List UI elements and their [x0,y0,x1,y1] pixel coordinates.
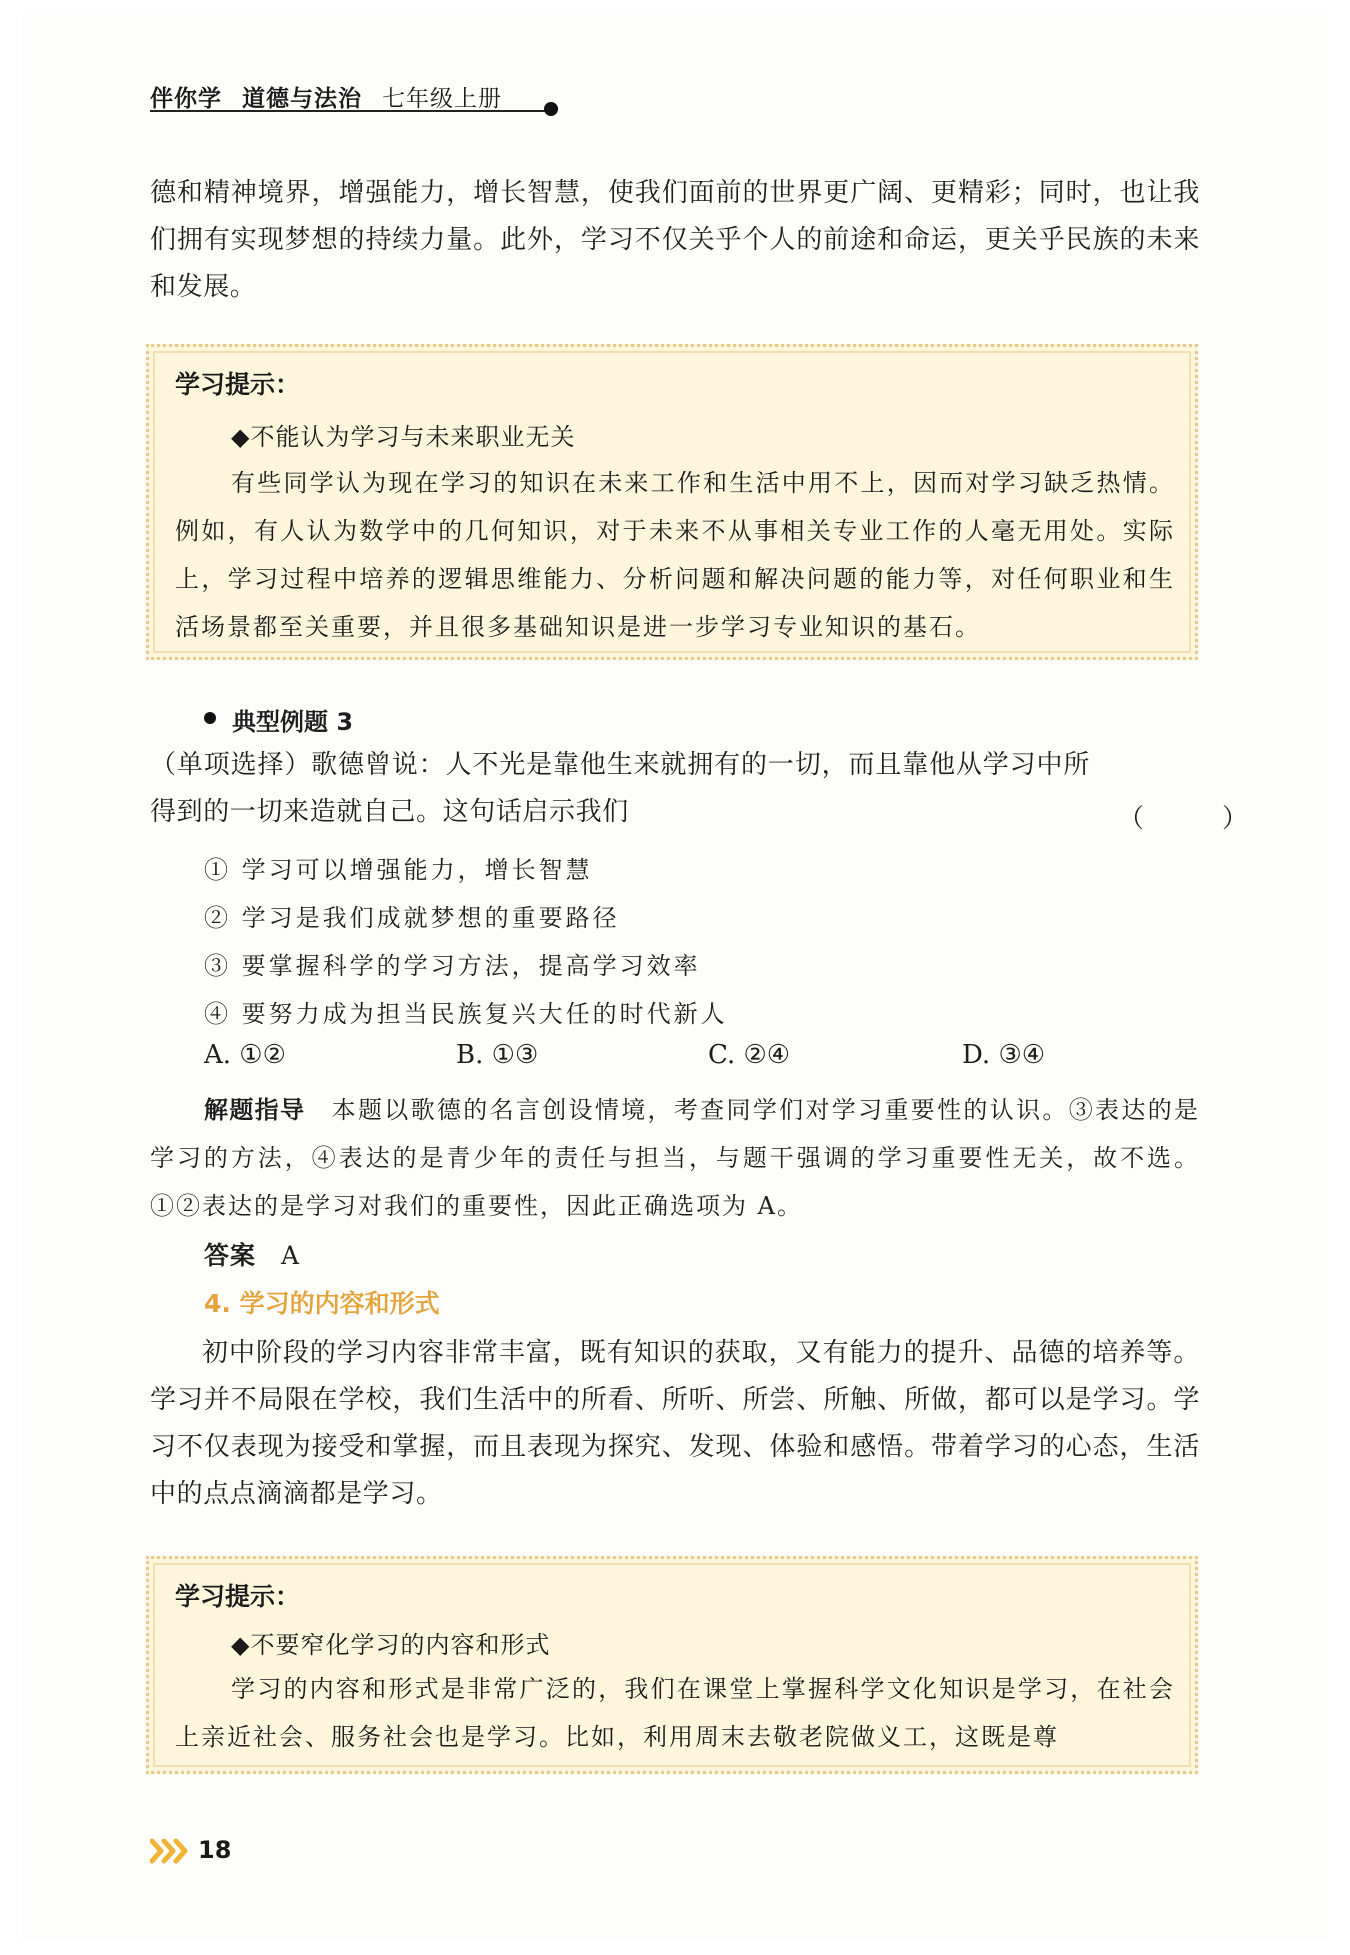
tip-subtitle: ◆不要窄化学习的内容和形式 [231,1631,551,1659]
example-question: （单项选择）歌德曾说：人不光是靠他生来就拥有的一切，而且靠他从学习中所得到的一切来造就自己。这句话启示我们 [150,750,1090,827]
choice-d: D. ③④ [962,1040,1046,1070]
option-3: ③ 要掌握科学的学习方法，提高学习效率 [204,952,701,980]
header-rule [150,110,545,112]
solution-guide [150,1086,1200,1230]
header-dot-icon [544,102,558,116]
answer-value: A [281,1241,300,1270]
section-paragraph: 初中阶段的学习内容非常丰富，既有知识的获取，又有能力的提升、品德的培养等。学习并不局限在学校，我们生活中的所看、所听、所尝、所触、所做，都可以是学习。学习不仅表现为接受和掌握，而且表现为探究、发现、体验和感悟。带着学习的心态，生活中的点点滴滴都是学习。 [150,1338,1200,1509]
tip-box-2 [146,1556,1198,1774]
page-number: 18 [198,1836,232,1864]
header-series: 伴你学 [150,86,222,112]
answer-line [204,1236,299,1272]
example-title: 典型例题 3 [232,708,354,736]
header-grade: 七年级上册 [382,86,502,112]
section-title: 4. 学习的内容和形式 [204,1289,440,1318]
choice-a: A. ①② [204,1040,286,1070]
chevron-right-icon [150,1838,190,1868]
tip-subtitle: ◆不能认为学习与未来职业无关 [231,423,576,451]
tip-box-1 [146,344,1198,660]
bullet-icon [204,712,216,724]
choice-b: B. ①③ [456,1040,539,1070]
running-header [150,80,502,113]
tip-title: 学习提示： [175,1582,301,1611]
tip-text: 学习的内容和形式是非常广泛的，我们在课堂上掌握科学文化知识是学习，在社会上亲近社会、服务社会也是学习。比如，利用周末去敬老院做义工，这既是尊 [175,1675,1175,1751]
choice-c: C. ②④ [708,1040,791,1070]
option-4: ④ 要努力成为担当民族复兴大任的时代新人 [204,1000,728,1028]
guide-text: 本题以歌德的名言创设情境，考查同学们对学习重要性的认识。③表达的是学习的方法，④表达的是青少年的责任与担当，与题干强调的学习重要性无关，故不选。①②表达的是学习对我们的重要性，因此正确选项为 A。 [150,1096,1201,1220]
option-2: ② 学习是我们成就梦想的重要路径 [204,904,620,932]
tip-text: 有些同学认为现在学习的知识在未来工作和生活中用不上，因而对学习缺乏热情。例如，有人认为数学中的几何知识，对于未来不从事相关专业工作的人毫无用处。实际上，学习过程中培养的逻辑思维能力、分析问题和解决问题的能力等，对任何职业和生活场景都至关重要，并且很多基础知识是进一步学习专业知识的基石。 [175,469,1175,641]
answer-label: 答案 [204,1241,257,1270]
guide-label: 解题指导 [204,1096,306,1124]
answer-blank: （ ） [1118,804,1275,834]
intro-paragraph: 德和精神境界，增强能力，增长智慧，使我们面前的世界更广阔、更精彩；同时，也让我们拥有实现梦想的持续力量。此外，学习不仅关乎个人的前途和命运，更关乎民族的未来和发展。 [150,178,1200,302]
tip-title: 学习提示： [175,370,301,399]
header-subject: 道德与法治 [242,86,362,112]
option-1: ① 学习可以增强能力，增长智慧 [204,856,593,884]
